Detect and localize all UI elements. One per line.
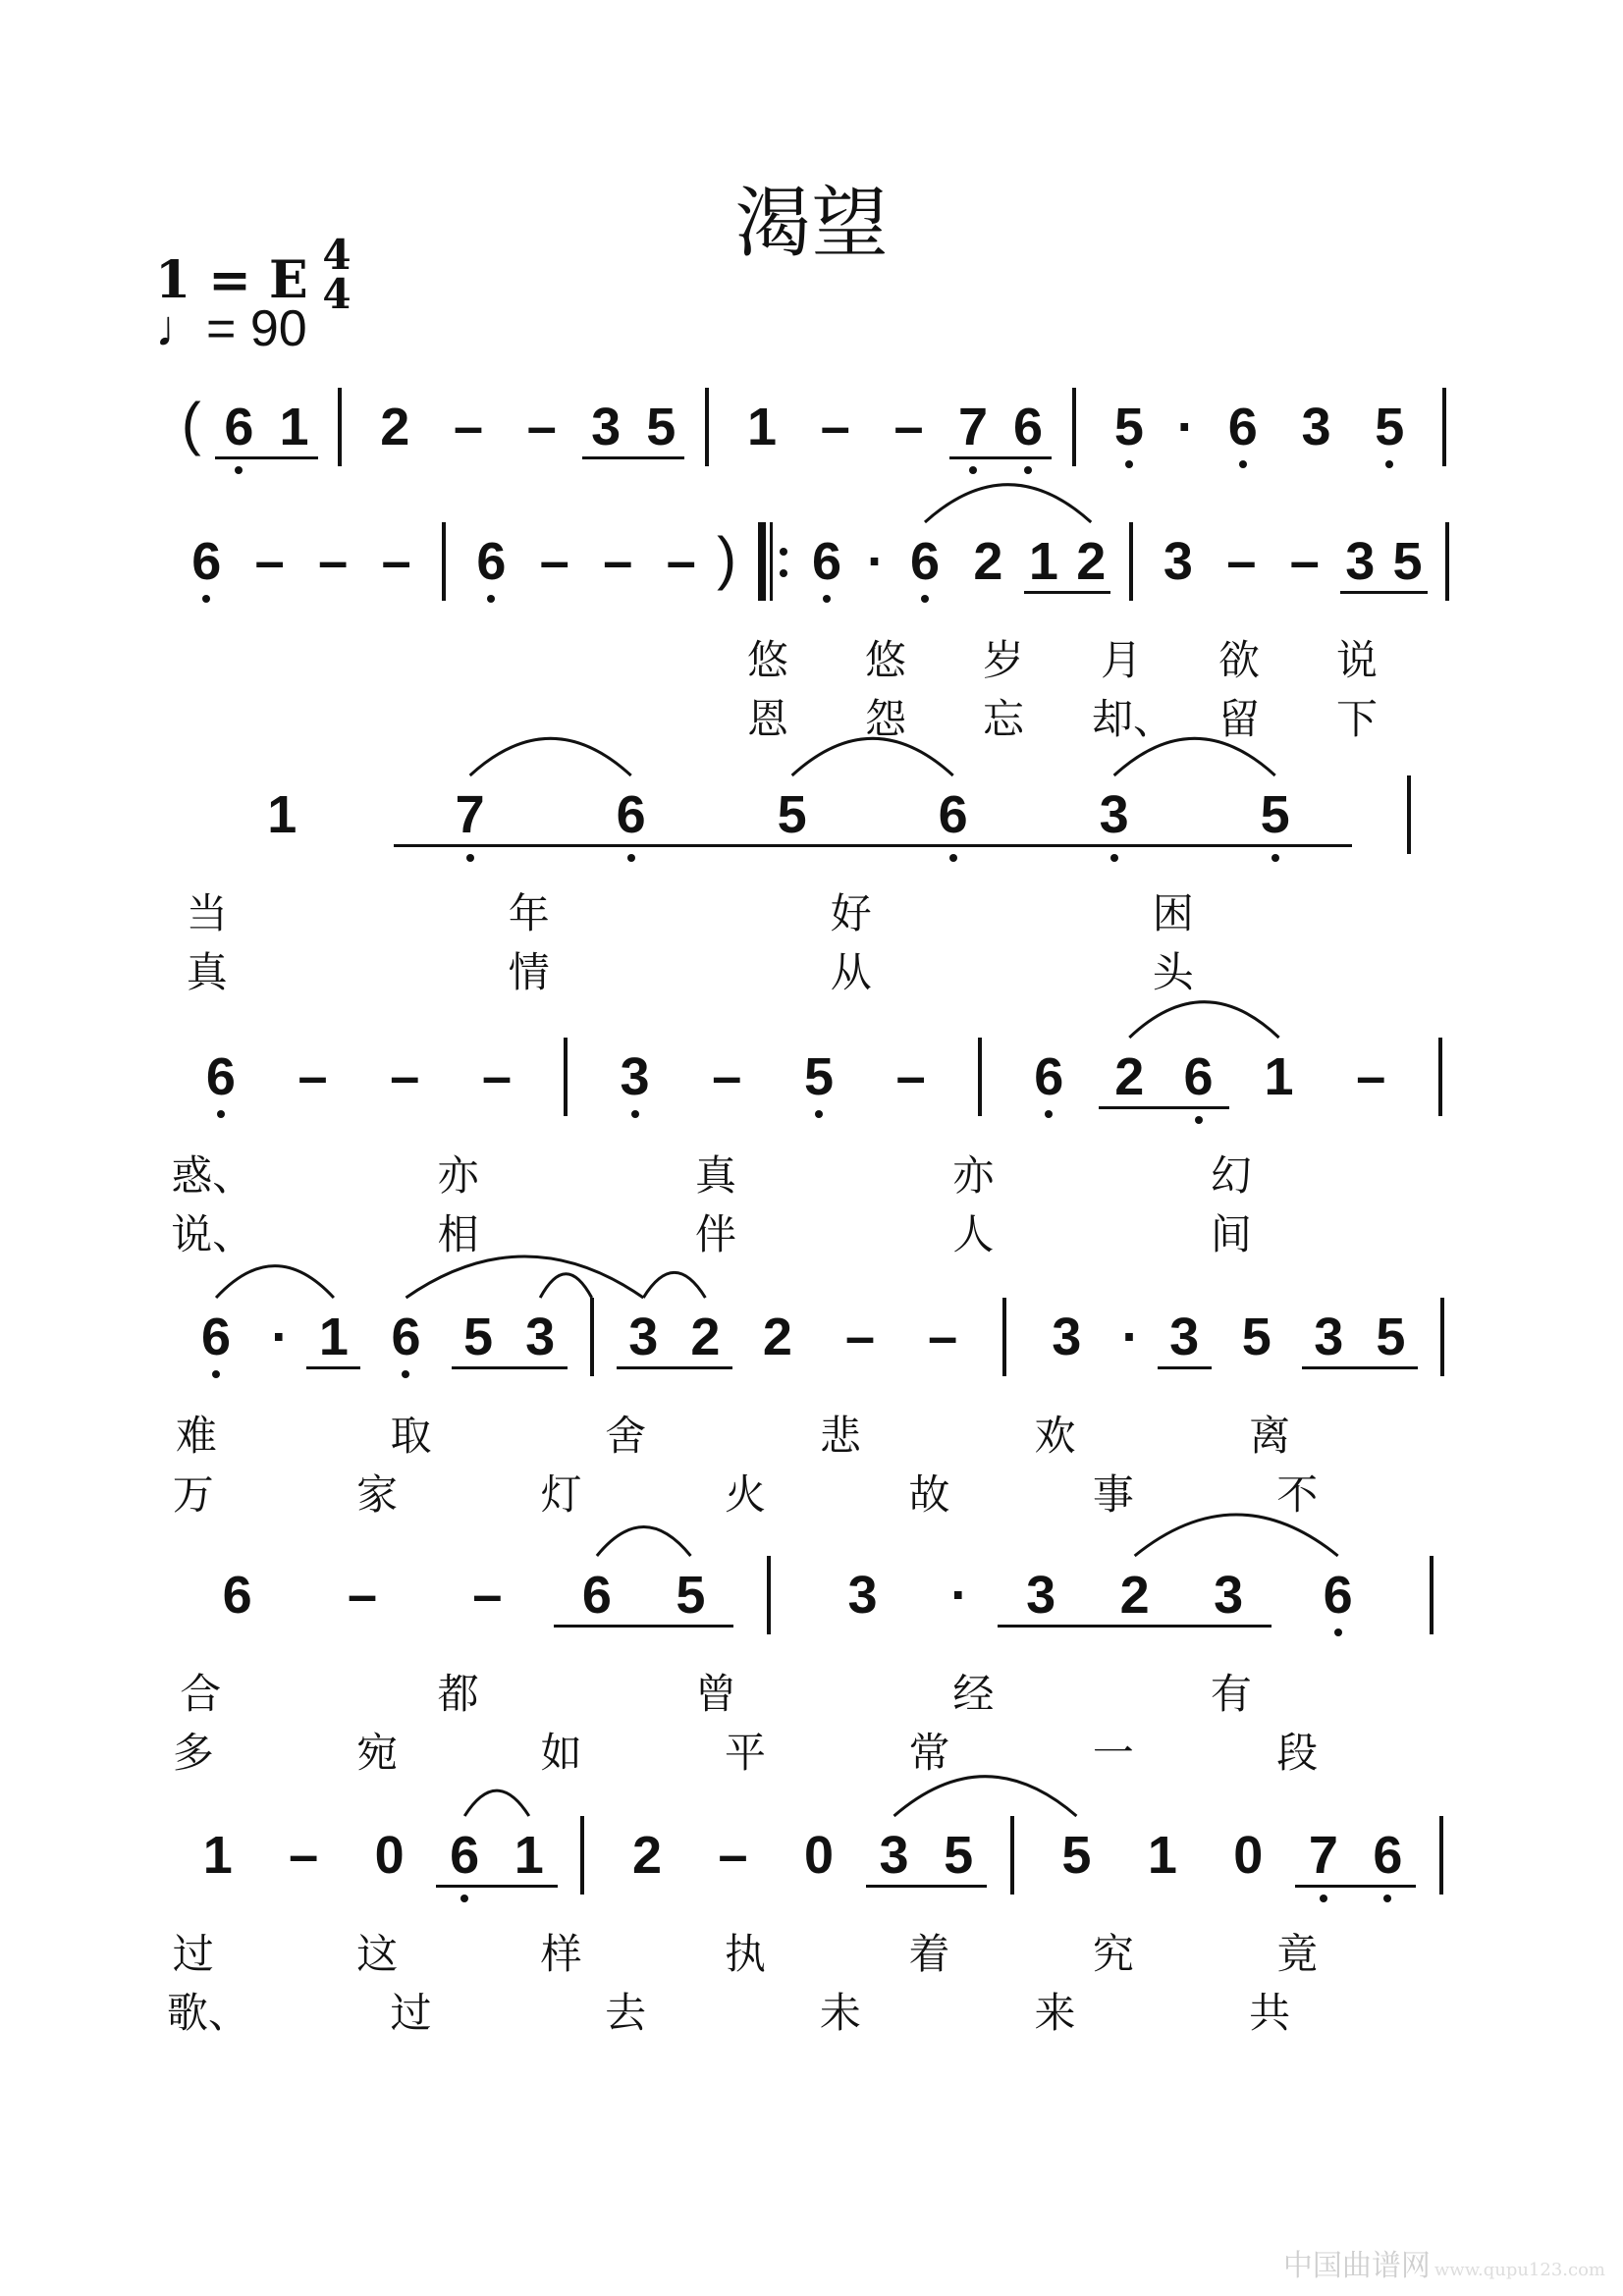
slur [406, 1256, 643, 1298]
lyric-syllable: 难 [175, 1412, 217, 1460]
note: 1 [267, 785, 298, 844]
dash-extension: – [1356, 1047, 1386, 1106]
barline [1002, 1298, 1006, 1376]
beam-underline [436, 1885, 557, 1888]
dash-extension: – [454, 398, 484, 456]
lyric-syllable: 却、 [1092, 695, 1175, 743]
barline [1010, 1816, 1014, 1895]
dash-extension: – [289, 1826, 319, 1885]
note: 2 [690, 1308, 721, 1366]
barline [1440, 1298, 1444, 1376]
lyric-syllable: 恩 [746, 695, 788, 743]
octave-dot-below [1125, 460, 1133, 468]
octave-dot-below [921, 595, 929, 603]
octave-dot-below [627, 854, 635, 862]
octave-dot-below [1320, 1895, 1327, 1902]
augmentation-dot: · [1176, 398, 1195, 456]
barline [1430, 1556, 1434, 1634]
octave-dot-below [1045, 1110, 1053, 1118]
lyric-syllable: 留 [1217, 695, 1260, 743]
octave-dot-below [487, 595, 495, 603]
note: 3 [1345, 532, 1376, 591]
note: 0 [803, 1826, 835, 1885]
lyric-syllable: 常 [908, 1729, 950, 1777]
note: 3 [1052, 1308, 1082, 1366]
lyric-syllable: 火 [725, 1470, 767, 1519]
note: 5 [1061, 1826, 1092, 1885]
barline [338, 388, 342, 466]
dash-extension: – [318, 532, 349, 591]
dash-extension: – [481, 1047, 513, 1106]
tempo-value: = 90 [206, 300, 307, 357]
lyric-syllable: 从 [830, 948, 872, 996]
dash-extension: – [1289, 532, 1320, 591]
note: 3 [628, 1308, 659, 1366]
note: 1 [1147, 1826, 1177, 1885]
octave-dot-below [1383, 1895, 1391, 1902]
dash-extension: – [712, 1047, 742, 1106]
dash-extension: – [845, 1308, 876, 1366]
octave-dot-below [460, 1895, 468, 1902]
octave-dot-below [1334, 1629, 1342, 1636]
beam-underline [554, 1625, 733, 1628]
lyric-syllable: 合 [180, 1670, 222, 1718]
lyric-syllable: 离 [1249, 1412, 1291, 1460]
note: 6 [1373, 1826, 1403, 1885]
lyric-syllable: 欢 [1034, 1412, 1076, 1460]
repeat-thin-line [770, 522, 773, 601]
lyric-syllable: 悠 [746, 636, 788, 684]
note: 3 [620, 1047, 650, 1106]
note: 3 [879, 1826, 909, 1885]
lyric-syllable: 幻 [1210, 1151, 1252, 1200]
song-title: 渴望 [734, 180, 889, 268]
dash-extension: – [895, 1047, 926, 1106]
dash-extension: – [472, 1566, 503, 1625]
note: 5 [1260, 785, 1290, 844]
note: 6 [450, 1826, 480, 1885]
augmentation-dot: · [867, 532, 885, 591]
beam-underline [1340, 591, 1428, 594]
slur [1129, 1002, 1278, 1038]
lyric-syllable: 真 [186, 948, 228, 996]
note: 6 [222, 1566, 252, 1625]
note: 7 [455, 785, 485, 844]
note: 6 [616, 785, 646, 844]
note: 6 [205, 1047, 236, 1106]
lyric-syllable: 多 [172, 1729, 214, 1777]
lyric-syllable: 年 [508, 889, 550, 937]
lyric-syllable: 故 [908, 1470, 950, 1519]
beam-underline [306, 1366, 360, 1369]
lyric-syllable: 真 [695, 1151, 737, 1200]
dash-extension: – [254, 532, 285, 591]
slur [643, 1272, 705, 1298]
note: 3 [1169, 1308, 1200, 1366]
note: 2 [1076, 532, 1107, 591]
lyric-syllable: 都 [437, 1670, 479, 1718]
note: 3 [1099, 785, 1129, 844]
octave-dot-below [631, 1110, 639, 1118]
note: 2 [380, 398, 410, 456]
lyric-syllable: 间 [1210, 1210, 1252, 1258]
lyric-syllable: 当 [186, 889, 228, 937]
lyric-syllable: 曾 [695, 1670, 737, 1718]
lyric-syllable: 亦 [437, 1151, 479, 1200]
note: 6 [191, 532, 222, 591]
note: 0 [374, 1826, 405, 1885]
barline [1438, 1038, 1442, 1116]
octave-dot-below [217, 1110, 225, 1118]
note: 3 [591, 398, 622, 456]
note: 5 [1376, 1308, 1406, 1366]
note: 1 [318, 1308, 349, 1366]
note: 2 [1114, 1047, 1145, 1106]
note: 3 [1026, 1566, 1056, 1625]
octave-dot-below [823, 595, 831, 603]
beam-underline [998, 1625, 1271, 1628]
barline [564, 1038, 568, 1116]
octave-dot-below [1239, 460, 1247, 468]
lyric-syllable: 舍 [605, 1412, 647, 1460]
time-signature [320, 231, 353, 318]
barline [1442, 388, 1446, 466]
note: 5 [944, 1826, 974, 1885]
lyric-syllable: 月 [1100, 636, 1142, 684]
note: 1 [1264, 1047, 1294, 1106]
lyric-syllable: 说 [1335, 636, 1378, 684]
octave-dot-below [1195, 1116, 1203, 1124]
note: 6 [812, 532, 842, 591]
beam-underline [866, 1885, 987, 1888]
repeat-thick-line [758, 522, 766, 601]
lyric-syllable: 来 [1034, 1989, 1076, 2037]
lyric-syllable: 相 [437, 1210, 479, 1258]
lyric-syllable: 下 [1335, 695, 1378, 743]
dash-extension: – [298, 1047, 328, 1106]
lyric-syllable: 如 [540, 1729, 582, 1777]
note: 1 [514, 1826, 544, 1885]
note: 5 [803, 1047, 835, 1106]
beam-underline [394, 844, 1352, 847]
octave-dot-below [1110, 854, 1118, 862]
lyric-syllable: 人 [952, 1210, 995, 1258]
lyric-syllable: 好 [830, 889, 872, 937]
tempo-marking [155, 299, 307, 358]
note: 6 [201, 1308, 232, 1366]
barline [442, 522, 446, 601]
lyric-syllable: 一 [1092, 1729, 1134, 1777]
octave-dot-below [949, 854, 957, 862]
lyric-syllable: 平 [725, 1729, 767, 1777]
octave-dot-below [466, 854, 474, 862]
beam-underline [1158, 1366, 1212, 1369]
lyric-syllable: 惑、 [171, 1151, 254, 1200]
lyric-syllable: 岁 [982, 636, 1024, 684]
note: 0 [1233, 1826, 1264, 1885]
note: 3 [1314, 1308, 1344, 1366]
beam-underline [452, 1366, 568, 1369]
lyric-syllable: 取 [390, 1412, 432, 1460]
dash-extension: – [718, 1826, 748, 1885]
watermark-url: www.qupu123.com [1434, 2260, 1605, 2280]
note: 3 [1214, 1566, 1244, 1625]
note: 6 [1013, 398, 1044, 456]
key-signature: 1 = E [155, 250, 308, 310]
note: 2 [973, 532, 1003, 591]
note: 7 [1308, 1826, 1338, 1885]
note: 6 [938, 785, 968, 844]
barline [767, 1556, 771, 1634]
lyric-syllable: 欲 [1217, 636, 1260, 684]
note: 5 [1375, 398, 1405, 456]
barline [590, 1298, 594, 1376]
beam-underline [949, 456, 1052, 459]
note: 5 [1392, 532, 1423, 591]
repeat-dot [780, 548, 787, 556]
dash-extension: – [820, 398, 850, 456]
slur [792, 738, 953, 775]
lyric-syllable: 着 [908, 1930, 950, 1978]
note: 6 [909, 532, 940, 591]
lyric-syllable: 究 [1092, 1930, 1134, 1978]
lyric-syllable: 过 [172, 1930, 214, 1978]
dash-extension: – [526, 398, 557, 456]
note: 6 [1183, 1047, 1214, 1106]
barline [1407, 775, 1411, 854]
octave-dot-below [1271, 854, 1279, 862]
dash-extension: – [603, 532, 633, 591]
lyric-syllable: 说、 [171, 1210, 254, 1258]
barline [1439, 1816, 1443, 1895]
lyric-syllable: 悠 [864, 636, 906, 684]
note: 5 [777, 785, 807, 844]
octave-dot-below [402, 1370, 409, 1378]
slur [925, 485, 1091, 522]
lyric-syllable: 不 [1276, 1470, 1319, 1519]
lyric-syllable: 万 [172, 1470, 214, 1519]
lyric-syllable: 这 [356, 1930, 399, 1978]
note: 6 [224, 398, 254, 456]
beam-underline [582, 456, 684, 459]
barline [978, 1038, 982, 1116]
dash-extension: – [666, 532, 696, 591]
note: 1 [1028, 532, 1058, 591]
beam-underline [1024, 591, 1111, 594]
note: 6 [1323, 1566, 1353, 1625]
lyric-syllable: 家 [356, 1470, 399, 1519]
dash-extension: – [1226, 532, 1257, 591]
lyric-syllable: 去 [605, 1989, 647, 2037]
beam-underline [1099, 1106, 1229, 1109]
slur [597, 1527, 691, 1556]
lyric-syllable: 过 [390, 1989, 432, 2037]
octave-dot-below [815, 1110, 823, 1118]
note: 3 [1301, 398, 1331, 456]
lyric-syllable: 竟 [1276, 1930, 1319, 1978]
slur [1135, 1515, 1338, 1556]
note: 6 [391, 1308, 421, 1366]
parenthesis: ( [181, 391, 201, 456]
lyric-syllable: 宛 [356, 1729, 399, 1777]
slur [470, 738, 631, 775]
dash-extension: – [893, 398, 924, 456]
note: 6 [476, 532, 507, 591]
note: 7 [957, 398, 988, 456]
dash-extension: – [390, 1047, 420, 1106]
octave-dot-below [202, 595, 210, 603]
lyric-syllable: 事 [1092, 1470, 1134, 1519]
augmentation-dot: · [271, 1308, 290, 1366]
slur [1114, 738, 1275, 775]
note: 3 [1163, 532, 1193, 591]
note: 5 [463, 1308, 494, 1366]
note: 1 [202, 1826, 233, 1885]
lyric-syllable: 灯 [540, 1470, 582, 1519]
parenthesis: ) [717, 525, 737, 591]
dash-extension: – [539, 532, 569, 591]
slur [540, 1274, 592, 1298]
slur [464, 1790, 529, 1816]
note: 5 [646, 398, 676, 456]
octave-dot-below [969, 466, 977, 474]
barline [1445, 522, 1449, 601]
lyric-syllable: 忘 [982, 695, 1024, 743]
note: 5 [676, 1566, 706, 1625]
lyric-syllable: 头 [1152, 948, 1194, 996]
lyric-syllable: 伴 [695, 1210, 737, 1258]
lyric-syllable: 悲 [819, 1412, 861, 1460]
lyric-syllable: 样 [540, 1930, 582, 1978]
lyric-syllable: 困 [1152, 889, 1194, 937]
quarter-note-icon: ♩ [155, 300, 206, 357]
time-signature-top: 4 [322, 231, 352, 279]
watermark-logo [1283, 2241, 1605, 2284]
lyric-syllable: 共 [1249, 1989, 1291, 2037]
note: 6 [1034, 1047, 1064, 1106]
barline [580, 1816, 584, 1895]
beam-underline [215, 456, 317, 459]
watermark-brand: 中国曲谱网 [1282, 2249, 1431, 2283]
slur [216, 1266, 334, 1298]
note: 2 [1119, 1566, 1150, 1625]
beam-underline [1302, 1366, 1418, 1369]
note: 5 [1113, 398, 1144, 456]
repeat-dot [780, 569, 787, 577]
note: 6 [1227, 398, 1258, 456]
slur [894, 1777, 1077, 1816]
lyric-syllable: 怨 [864, 695, 906, 743]
barline [1129, 522, 1133, 601]
note: 6 [581, 1566, 612, 1625]
note: 1 [747, 398, 778, 456]
lyric-syllable: 有 [1210, 1670, 1252, 1718]
lyric-syllable: 未 [819, 1989, 861, 2037]
note: 2 [762, 1308, 792, 1366]
lyric-syllable: 亦 [952, 1151, 995, 1200]
barline [1072, 388, 1076, 466]
time-signature-bottom: 4 [322, 270, 352, 318]
note: 3 [525, 1308, 556, 1366]
lyric-syllable: 段 [1276, 1729, 1319, 1777]
augmentation-dot: · [1121, 1308, 1140, 1366]
dash-extension: – [348, 1566, 378, 1625]
dash-extension: – [928, 1308, 958, 1366]
octave-dot-below [1385, 460, 1393, 468]
lyric-syllable: 歌、 [166, 1989, 249, 2037]
lyric-syllable: 情 [508, 948, 550, 996]
lyric-syllable: 经 [952, 1670, 995, 1718]
beam-underline [1295, 1885, 1416, 1888]
octave-dot-below [212, 1370, 220, 1378]
dash-extension: – [381, 532, 411, 591]
note: 2 [632, 1826, 663, 1885]
note: 1 [279, 398, 309, 456]
note: 5 [1241, 1308, 1271, 1366]
octave-dot-below [1024, 466, 1032, 474]
barline [705, 388, 709, 466]
octave-dot-below [235, 466, 243, 474]
note: 3 [847, 1566, 878, 1625]
beam-underline [617, 1366, 732, 1369]
lyric-syllable: 执 [725, 1930, 767, 1978]
augmentation-dot: · [950, 1566, 969, 1625]
